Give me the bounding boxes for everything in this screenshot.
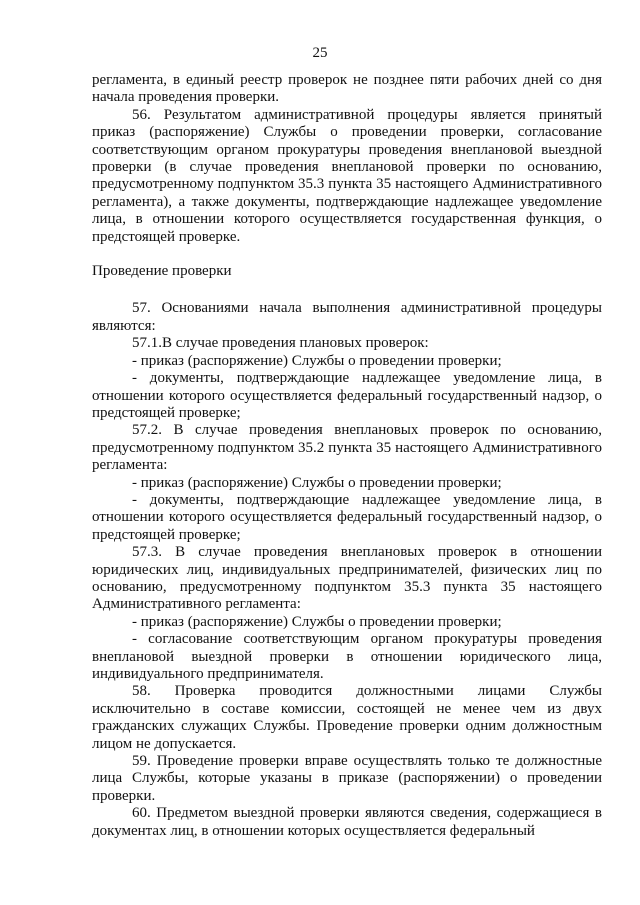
paragraph-60: 60. Предметом выездной проверки являются сведения, содержащиеся в документах лиц, в отношении которых осуществляется федеральный	[92, 805, 602, 839]
paragraph-58: 58. Проверка проводится должностными лицами Службы исключительно в составе комиссии, состоящей не менее чем из двух гражданских служащих Службы. Проведение проверки одним должностным лицом не допускается.	[92, 683, 602, 752]
page-number: 25	[312, 45, 328, 61]
paragraph-continuation: регламента, в единый реестр проверок не позднее пяти рабочих дней со дня начала проведения проверки.	[92, 72, 602, 106]
paragraph-57-1: 57.1.В случае проведения плановых проверок:	[132, 335, 429, 352]
paragraph-59: 59. Проведение проверки вправе осуществлять только те должностные лица Службы, которые указаны в приказе (распоряжении) о проведении проверки.	[92, 753, 602, 804]
paragraph-57: 57. Основаниями начала выполнения административной процедуры являются:	[92, 300, 602, 334]
paragraph-57-1-item-order: - приказ (распоряжение) Службы о проведении проверки;	[132, 352, 502, 369]
paragraph-57-1-item-documents: - документы, подтверждающие надлежащее уведомление лица, в отношении которого осуществляется федеральный государственный надзор, о предстоящей проверке;	[92, 370, 602, 421]
paragraph-57-2-item-order: - приказ (распоряжение) Службы о проведении проверки;	[132, 474, 502, 491]
paragraph-57-3: 57.3. В случае проведения внеплановых проверок в отношении юридических лиц, индивидуальных предпринимателей, физических лиц по основанию, предусмотренному подпунктом 35.3 пункта 35 настоящего Административного регламента:	[92, 544, 602, 613]
document-body	[92, 72, 602, 840]
paragraph-57-3-item-order: - приказ (распоряжение) Службы о проведении проверки;	[132, 613, 502, 630]
paragraph-56: 56. Результатом административной процедуры является принятый приказ (распоряжение) Службы о проведении проверки, согласование соответствующим органом прокуратуры проведения внеплановой выездной проверки (в случае проведения внеплановой проверки по основанию, предусмотренному подпунктом 35.3 пункта 35 настоящего Административного регламента), а также документы, подтверждающие надлежащее уведомление лица, в отношении которого осуществляется государственная функция, о предстоящей проверке.	[92, 106, 602, 245]
paragraph-57-2-item-documents: - документы, подтверждающие надлежащее уведомление лица, в отношении которого осуществляется федеральный государственный надзор, о предстоящей проверке;	[92, 491, 602, 543]
section-heading: Проведение проверки	[92, 263, 232, 280]
paragraph-57-3-item-agreement: - согласование соответствующим органом прокуратуры проведения внеплановой выездной проверки в отношении юридического лица, индивидуального предпринимателя.	[92, 631, 602, 682]
paragraph-57-2: 57.2. В случае проведения внеплановых проверок по основанию, предусмотренному подпунктом 35.2 пункта 35 настоящего Административного регламента:	[92, 422, 602, 474]
